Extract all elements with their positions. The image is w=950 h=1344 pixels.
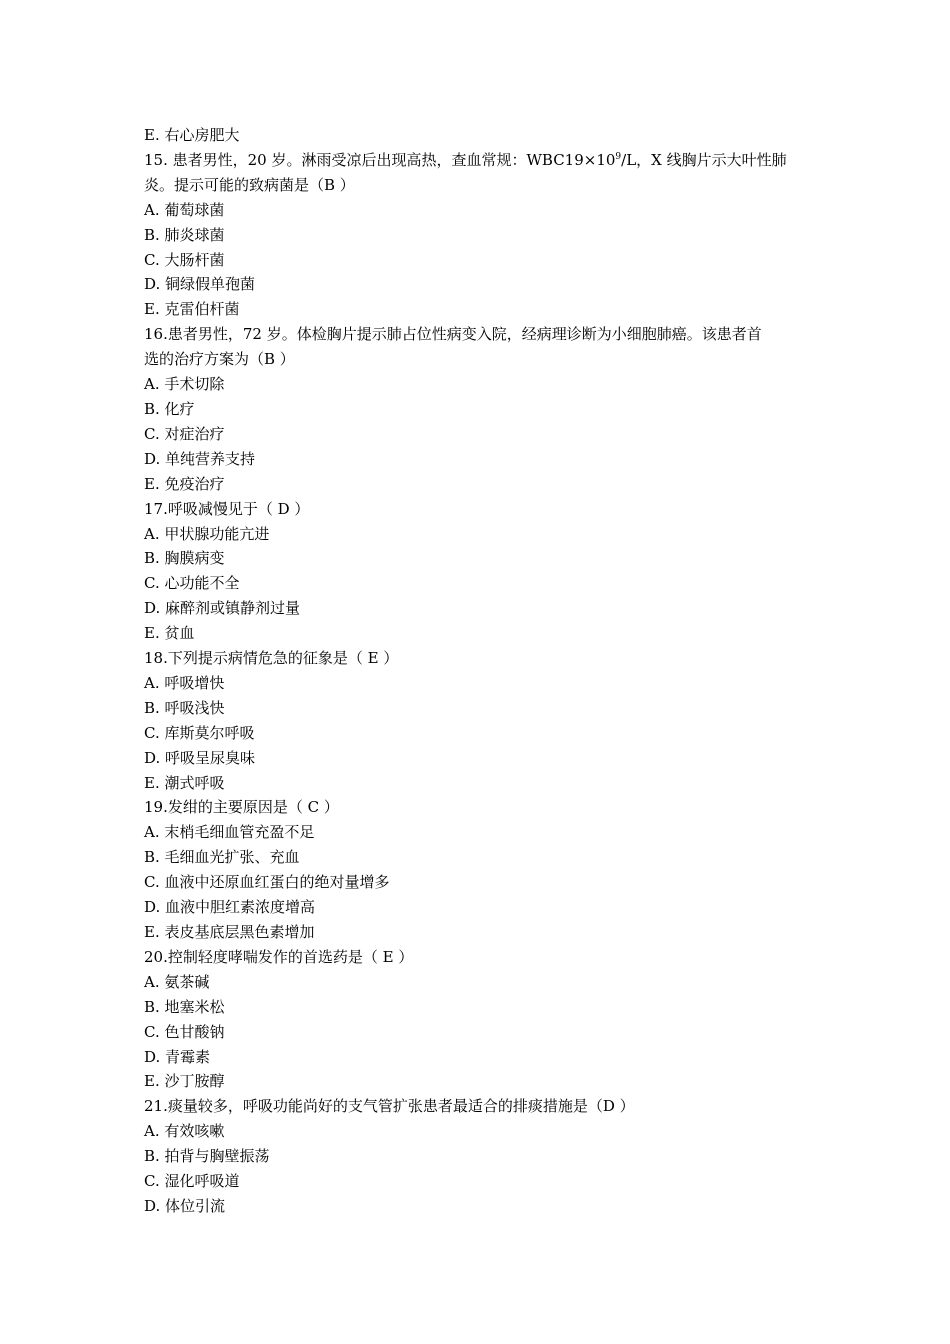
question-line: 21.痰量较多，呼吸功能尚好的支气管扩张患者最适合的排痰措施是（D ）: [144, 1097, 635, 1116]
option-line: B. 地塞米松: [144, 997, 225, 1016]
option-line: A. 甲状腺功能亢进: [144, 524, 270, 543]
option-line: E. 沙丁胺醇: [144, 1072, 225, 1091]
option-line: D. 血液中胆红素浓度增高: [144, 898, 316, 917]
option-line: C. 色甘酸钠: [144, 1022, 225, 1041]
question-line: 炎。提示可能的致病菌是（B ）: [144, 175, 355, 194]
superscript: 9: [615, 151, 622, 162]
option-line: A. 呼吸增快: [144, 673, 225, 692]
option-line: A. 手术切除: [144, 375, 225, 394]
option-line: E. 克雷伯杆菌: [144, 300, 240, 319]
option-line: D. 麻醉剂或镇静剂过量: [144, 599, 301, 618]
option-line: B. 化疗: [144, 399, 195, 418]
question-line: 18.下列提示病情危急的征象是（ E ）: [144, 649, 399, 668]
option-line: C. 对症治疗: [144, 424, 225, 443]
question-line: 19.发绀的主要原因是（ C ）: [144, 798, 339, 817]
option-line: C. 血液中还原血红蛋白的绝对量增多: [144, 873, 390, 892]
question-text-cont: /L，X 线胸片示大叶性肺: [621, 150, 787, 169]
option-line: E. 潮式呼吸: [144, 773, 225, 792]
option-line: A. 有效咳嗽: [144, 1122, 225, 1141]
question-line: 16.患者男性，72 岁。体检胸片提示肺占位性病变入院，经病理诊断为小细胞肺癌。该患者首: [144, 325, 762, 344]
option-line: D. 铜绿假单孢菌: [144, 275, 256, 294]
option-line: B. 拍背与胸壁振荡: [144, 1147, 270, 1166]
option-line: D. 呼吸呈尿臭味: [144, 748, 256, 767]
option-line: C. 库斯莫尔呼吸: [144, 723, 255, 742]
question-text: 15. 患者男性，20 岁。淋雨受凉后出现高热，查血常规：WBC19×10: [144, 150, 616, 169]
question-line: 选的治疗方案为（B ）: [144, 350, 295, 369]
option-line: B. 肺炎球菌: [144, 225, 225, 244]
question-line: 20.控制轻度哮喘发作的首选药是（ E ）: [144, 947, 414, 966]
option-line: B. 毛细血光扩张、充血: [144, 848, 300, 867]
option-line: E. 免疫治疗: [144, 474, 225, 493]
option-line: B. 胸膜病变: [144, 549, 225, 568]
option-line: C. 大肠杆菌: [144, 250, 225, 269]
document-page: [144, 123, 816, 1219]
question-line: 17.呼吸减慢见于（ D ）: [144, 499, 310, 518]
option-line: A. 末梢毛细血管充盈不足: [144, 823, 315, 842]
option-line: D. 体位引流: [144, 1196, 226, 1215]
option-line: A. 氨茶碱: [144, 972, 210, 991]
option-line: C. 湿化呼吸道: [144, 1172, 240, 1191]
option-line: E. 表皮基底层黑色素增加: [144, 923, 315, 941]
option-line: D. 单纯营养支持: [144, 449, 256, 468]
option-line: E. 贫血: [144, 624, 195, 643]
option-line: C. 心功能不全: [144, 574, 240, 593]
question-line: [144, 148, 816, 173]
option-line: E. 右心房肥大: [144, 126, 240, 144]
option-line: D. 青霉素: [144, 1047, 211, 1066]
option-line: A. 葡萄球菌: [144, 200, 225, 219]
option-line: B. 呼吸浅快: [144, 698, 225, 717]
